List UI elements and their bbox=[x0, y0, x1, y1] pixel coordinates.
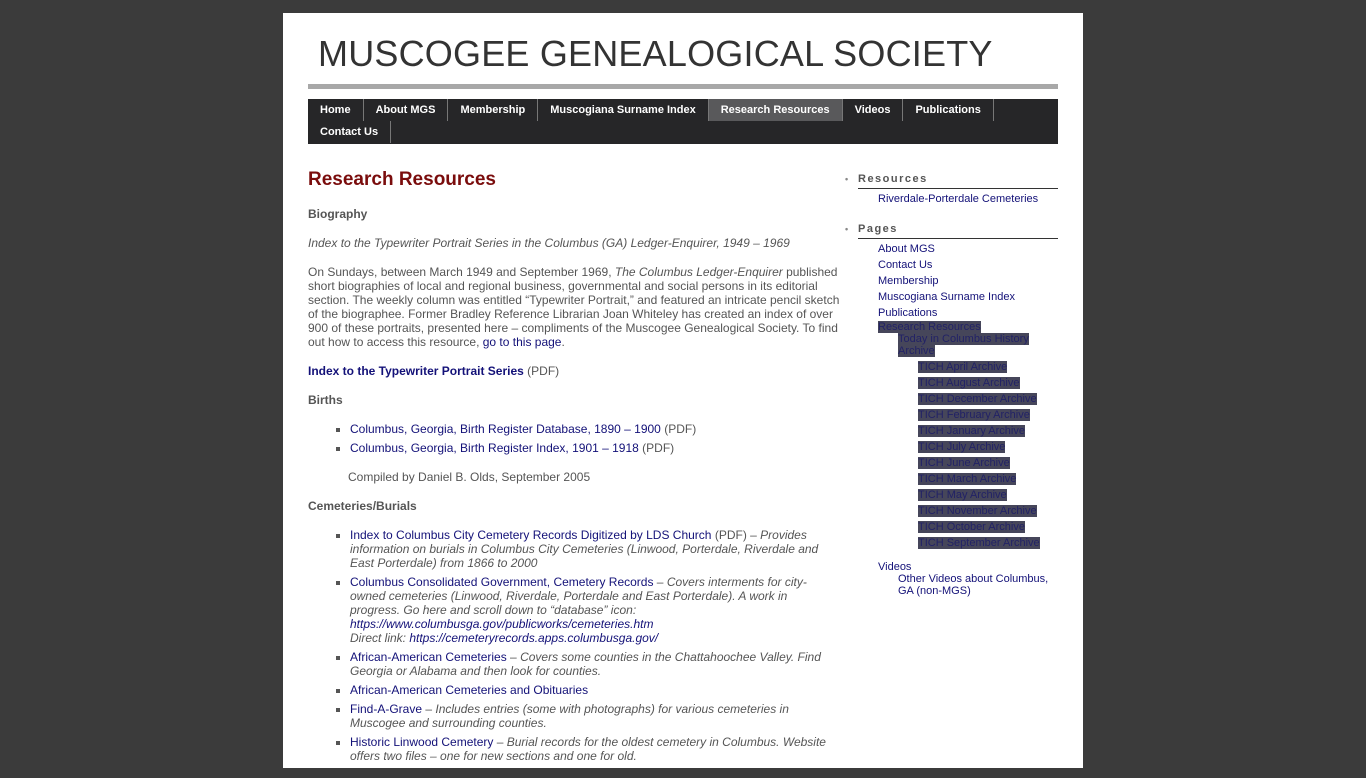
cemetery-link[interactable]: African-American Cemeteries and Obituaries bbox=[350, 683, 589, 697]
list-item bbox=[350, 683, 840, 697]
index-line bbox=[308, 364, 840, 378]
nav-item-membership[interactable]: Membership bbox=[448, 99, 538, 121]
birth-record-link[interactable]: Columbus, Georgia, Birth Register Database, 1890 – 1900 bbox=[350, 422, 661, 436]
list-item bbox=[918, 409, 1058, 421]
nav-item-videos[interactable]: Videos bbox=[843, 99, 904, 121]
sidebar-page-link[interactable]: Muscogiana Surname Index bbox=[878, 291, 1015, 303]
direct-url-link[interactable]: https://cemeteryrecords.apps.columbusga.gov/ bbox=[409, 631, 659, 645]
sidebar-tich-link[interactable]: TICH December Archive bbox=[918, 393, 1037, 405]
cemetery-link[interactable]: Index to Columbus City Cemetery Records Digitized by LDS Church bbox=[350, 528, 712, 542]
site-title[interactable]: MUSCOGEE GENEALOGICAL SOCIETY bbox=[318, 33, 993, 74]
sidebar-link-research-resources[interactable]: Research Resources bbox=[878, 321, 981, 333]
pdf-label: (PDF) bbox=[660, 422, 697, 436]
sidebar-resource-link[interactable]: Riverdale-Porterdale Cemeteries bbox=[878, 193, 1039, 205]
list-item bbox=[918, 361, 1058, 373]
typewriter-index-link[interactable]: Index to the Typewriter Portrait Series bbox=[308, 364, 524, 378]
list-item bbox=[878, 191, 1058, 207]
list-item bbox=[918, 537, 1058, 549]
list-item bbox=[878, 305, 1058, 321]
list-item bbox=[878, 273, 1058, 289]
sidebar-tich-link[interactable]: TICH August Archive bbox=[918, 377, 1020, 389]
biography-paragraph bbox=[308, 265, 840, 349]
list-item bbox=[918, 377, 1058, 389]
cemetery-link[interactable]: Find-A-Grave bbox=[350, 702, 423, 716]
birth-record-link[interactable]: Columbus, Georgia, Birth Register Index, 1901 – 1918 bbox=[350, 441, 639, 455]
list-item bbox=[350, 422, 840, 436]
cemetery-link[interactable]: Historic Linwood Cemetery bbox=[350, 735, 494, 749]
sidebar-page-link[interactable]: Contact Us bbox=[878, 259, 933, 271]
pdf-label: (PDF) bbox=[523, 364, 560, 378]
list-item bbox=[878, 257, 1058, 273]
list-item bbox=[918, 457, 1058, 469]
sidebar-tich-link[interactable]: TICH May Archive bbox=[918, 489, 1007, 501]
section-heading-births: Births bbox=[308, 393, 343, 407]
list-item bbox=[350, 735, 840, 763]
page bbox=[283, 13, 1083, 768]
sidebar-tich-link[interactable]: TICH November Archive bbox=[918, 505, 1037, 517]
direct-link-label: Direct link: bbox=[350, 631, 410, 645]
title-divider bbox=[308, 84, 1058, 89]
sidebar-tich-link[interactable]: TICH October Archive bbox=[918, 521, 1025, 533]
nav-item-home[interactable]: Home bbox=[308, 99, 364, 121]
cemeteries-url-link[interactable]: https://www.columbusga.gov/publicworks/cemeteries.htm bbox=[350, 617, 654, 631]
description: Includes entries (some with photographs) for various cemeteries in Muscogee and surrounding counties. bbox=[350, 702, 789, 730]
sidebar-link-tich[interactable]: Today in Columbus History Archive bbox=[898, 333, 1029, 357]
sidebar-tich-link[interactable]: TICH June Archive bbox=[918, 457, 1010, 469]
sidebar-tich-link[interactable]: TICH March Archive bbox=[918, 473, 1017, 485]
births-list bbox=[308, 422, 840, 455]
sidebar-page-link[interactable]: About MGS bbox=[878, 243, 935, 255]
list-item bbox=[918, 441, 1058, 453]
section-heading-biography: Biography bbox=[308, 207, 368, 221]
separator: – bbox=[653, 575, 667, 589]
sidebar bbox=[843, 171, 1058, 611]
description: Provides information on burials in Columbus City Cemeteries (Linwood, Porterdale, Riverdale and East Porterdale) from 1866 to 2000 bbox=[350, 528, 819, 570]
section-heading-cemeteries: Cemeteries/Burials bbox=[308, 499, 417, 513]
list-item bbox=[918, 521, 1058, 533]
newspaper-name: The Columbus Ledger-Enquirer bbox=[614, 265, 783, 279]
list-item bbox=[350, 650, 840, 678]
compiled-by: Compiled by Daniel B. Olds, September 2005 bbox=[348, 470, 591, 484]
nav-item-publications[interactable]: Publications bbox=[903, 99, 993, 121]
sidebar-page-link[interactable]: Publications bbox=[878, 307, 938, 319]
list-item bbox=[918, 473, 1058, 485]
list-item bbox=[878, 241, 1058, 257]
sidebar-tich-link[interactable]: TICH April Archive bbox=[918, 361, 1008, 373]
nav-item-contact-us[interactable]: Contact Us bbox=[308, 121, 391, 143]
text: published short biographies of local and regional business, governmental and social persons in its editorial section. The weekly column was entitled “Typewriter Portrait,” and featured an intricate pencil sketch of the biographee. Former Bradley Reference Librarian Joan Whiteley has created an index of over 900 of these portraits, presented here – compliments of the Muscogee Genealogical Society. To find out how to access this resource, bbox=[308, 265, 840, 349]
sidebar-tich-link[interactable]: TICH January Archive bbox=[918, 425, 1025, 437]
cemeteries-list bbox=[308, 528, 840, 763]
pages-list bbox=[878, 241, 1058, 597]
list-item bbox=[350, 575, 840, 645]
list-item bbox=[918, 489, 1058, 501]
pages-heading: • Pages bbox=[858, 221, 1058, 239]
cemetery-link[interactable]: African-American Cemeteries bbox=[350, 650, 507, 664]
description: Burial records for the oldest cemetery in Columbus. Website offers two files – one for new sections and one for old. bbox=[350, 735, 826, 763]
list-item bbox=[918, 393, 1058, 405]
nav-item-about-mgs[interactable]: About MGS bbox=[364, 99, 449, 121]
pdf-label: (PDF) bbox=[638, 441, 675, 455]
sidebar-tich-link[interactable]: TICH September Archive bbox=[918, 537, 1040, 549]
separator: (PDF) – bbox=[711, 528, 761, 542]
list-item bbox=[350, 441, 840, 455]
text: . bbox=[561, 335, 565, 349]
list-item bbox=[918, 505, 1058, 517]
nav-item-research-resources[interactable]: Research Resources bbox=[709, 99, 843, 121]
separator: – bbox=[493, 735, 507, 749]
cemetery-link[interactable]: Columbus Consolidated Government, Cemetery Records bbox=[350, 575, 654, 589]
list-item bbox=[918, 425, 1058, 437]
biography-subtitle: Index to the Typewriter Portrait Series in the Columbus (GA) Ledger-Enquirer, 1949 – 1969 bbox=[308, 236, 790, 250]
sidebar-tich-link[interactable]: TICH July Archive bbox=[918, 441, 1006, 453]
separator: – bbox=[506, 650, 521, 664]
sidebar-tich-link[interactable]: TICH February Archive bbox=[918, 409, 1030, 421]
main-nav bbox=[308, 99, 1058, 144]
list-item bbox=[878, 289, 1058, 305]
sidebar-link-other-videos[interactable]: Other Videos about Columbus, GA (non-MGS) bbox=[898, 573, 1049, 597]
resources-list bbox=[878, 191, 1058, 207]
sidebar-page-link[interactable]: Membership bbox=[878, 275, 939, 287]
resources-heading: • Resources bbox=[858, 171, 1058, 189]
page-title: Research Resources bbox=[308, 169, 496, 190]
description: Covers interments for city-owned cemeteries (Linwood, Riverdale, Porterdale and East Porterdale). A work in progress. Go here and scroll down to “database” icon: bbox=[350, 575, 807, 617]
description: Covers some counties in the Chattahoochee Valley. Find Georgia or Alabama and then look for counties. bbox=[350, 650, 821, 678]
nav-item-muscogiana-surname-index[interactable]: Muscogiana Surname Index bbox=[538, 99, 708, 121]
list-item bbox=[350, 702, 840, 730]
separator: – bbox=[422, 702, 436, 716]
list-item bbox=[350, 528, 840, 570]
main-content bbox=[308, 169, 840, 778]
go-to-page-link[interactable]: go to this page bbox=[482, 335, 562, 349]
sidebar-link-videos[interactable]: Videos bbox=[878, 561, 912, 573]
text: On Sundays, between March 1949 and September 1969, bbox=[308, 265, 615, 279]
